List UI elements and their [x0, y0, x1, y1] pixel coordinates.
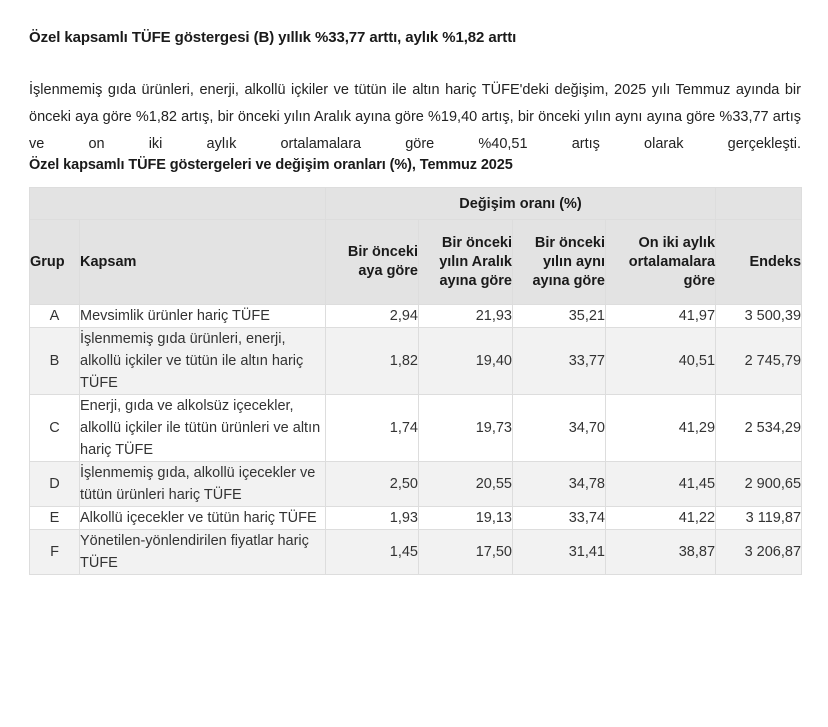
cell-previous-december: 20,55 [419, 462, 513, 507]
cell-group: E [30, 507, 80, 530]
column-header-previous-month: Bir önceki aya göre [326, 220, 419, 305]
cell-index: 3 119,87 [716, 507, 802, 530]
cell-twelve-month-average: 40,51 [606, 328, 716, 395]
cell-previous-month: 1,82 [326, 328, 419, 395]
column-header-grup: Grup [30, 220, 80, 305]
table-body [30, 305, 802, 575]
header-spacer-left [30, 188, 326, 220]
cell-group: A [30, 305, 80, 328]
cell-index: 3 500,39 [716, 305, 802, 328]
cell-twelve-month-average: 41,45 [606, 462, 716, 507]
cell-previous-year-same-month: 31,41 [513, 530, 606, 575]
cell-group: C [30, 395, 80, 462]
intro-paragraph: İşlenmemiş gıda ürünleri, enerji, alkollü içkiler ve tütün ile altın hariç TÜFE'deki değişim, 2025 yılı Temmuz ayında bir önceki aya göre %1,82 artış, bir önceki yılın Aralık ayına göre %19,40 artış, bir önceki yılın aynı ayına göre %33,77 artış ve on iki aylık ortalamalara göre %40,51 artış olarak gerçekleşti. [29, 81, 801, 152]
cell-previous-month: 2,50 [326, 462, 419, 507]
cell-previous-year-same-month: 33,77 [513, 328, 606, 395]
table-row [30, 530, 802, 575]
cell-previous-year-same-month: 34,70 [513, 395, 606, 462]
cell-previous-year-same-month: 34,78 [513, 462, 606, 507]
column-header-twelve-month-average: On iki aylık ortalamalara göre [606, 220, 716, 305]
cell-previous-year-same-month: 35,21 [513, 305, 606, 328]
cell-previous-month: 2,94 [326, 305, 419, 328]
cell-previous-december: 21,93 [419, 305, 513, 328]
cell-previous-month: 1,45 [326, 530, 419, 575]
cell-group: D [30, 462, 80, 507]
cell-previous-month: 1,93 [326, 507, 419, 530]
cell-previous-december: 19,40 [419, 328, 513, 395]
table-row [30, 507, 802, 530]
cell-group: F [30, 530, 80, 575]
table-row [30, 328, 802, 395]
cell-scope: İşlenmemiş gıda, alkollü içecekler ve tütün ürünleri hariç TÜFE [80, 462, 326, 507]
table-caption: Özel kapsamlı TÜFE göstergeleri ve değişim oranları (%), Temmuz 2025 [29, 157, 513, 173]
cell-previous-year-same-month: 33,74 [513, 507, 606, 530]
cpi-indicators-table [29, 187, 802, 575]
column-header-previous-year-same-month: Bir önceki yılın aynı ayına göre [513, 220, 606, 305]
column-header-endeks: Endeks [716, 220, 802, 305]
cell-previous-december: 19,13 [419, 507, 513, 530]
column-header-previous-december: Bir önceki yılın Aralık ayına göre [419, 220, 513, 305]
cell-scope: İşlenmemiş gıda ürünleri, enerji, alkollü içkiler ve tütün ile altın hariç TÜFE [80, 328, 326, 395]
table-header-group-row [30, 188, 802, 220]
table-head [30, 188, 802, 305]
cell-twelve-month-average: 41,97 [606, 305, 716, 328]
cell-index: 2 745,79 [716, 328, 802, 395]
cell-twelve-month-average: 41,22 [606, 507, 716, 530]
header-change-rate-group: Değişim oranı (%) [326, 188, 716, 220]
cell-scope: Enerji, gıda ve alkolsüz içecekler, alkollü içkiler ile tütün ürünleri ve altın hariç TÜFE [80, 395, 326, 462]
cell-previous-december: 19,73 [419, 395, 513, 462]
header-spacer-right [716, 188, 802, 220]
table-row [30, 462, 802, 507]
cell-scope: Yönetilen-yönlendirilen fiyatlar hariç TÜFE [80, 530, 326, 575]
cell-previous-month: 1,74 [326, 395, 419, 462]
cell-group: B [30, 328, 80, 395]
cell-scope: Mevsimlik ürünler hariç TÜFE [80, 305, 326, 328]
column-header-kapsam: Kapsam [80, 220, 326, 305]
cell-twelve-month-average: 38,87 [606, 530, 716, 575]
table-row [30, 395, 802, 462]
cell-previous-december: 17,50 [419, 530, 513, 575]
table-container [29, 187, 801, 575]
table-row [30, 305, 802, 328]
cell-index: 2 900,65 [716, 462, 802, 507]
cell-scope: Alkollü içecekler ve tütün hariç TÜFE [80, 507, 326, 530]
table-header-row [30, 220, 802, 305]
cell-index: 3 206,87 [716, 530, 802, 575]
page-title: Özel kapsamlı TÜFE göstergesi (B) yıllık %33,77 arttı, aylık %1,82 arttı [29, 29, 517, 47]
cell-index: 2 534,29 [716, 395, 802, 462]
cell-twelve-month-average: 41,29 [606, 395, 716, 462]
